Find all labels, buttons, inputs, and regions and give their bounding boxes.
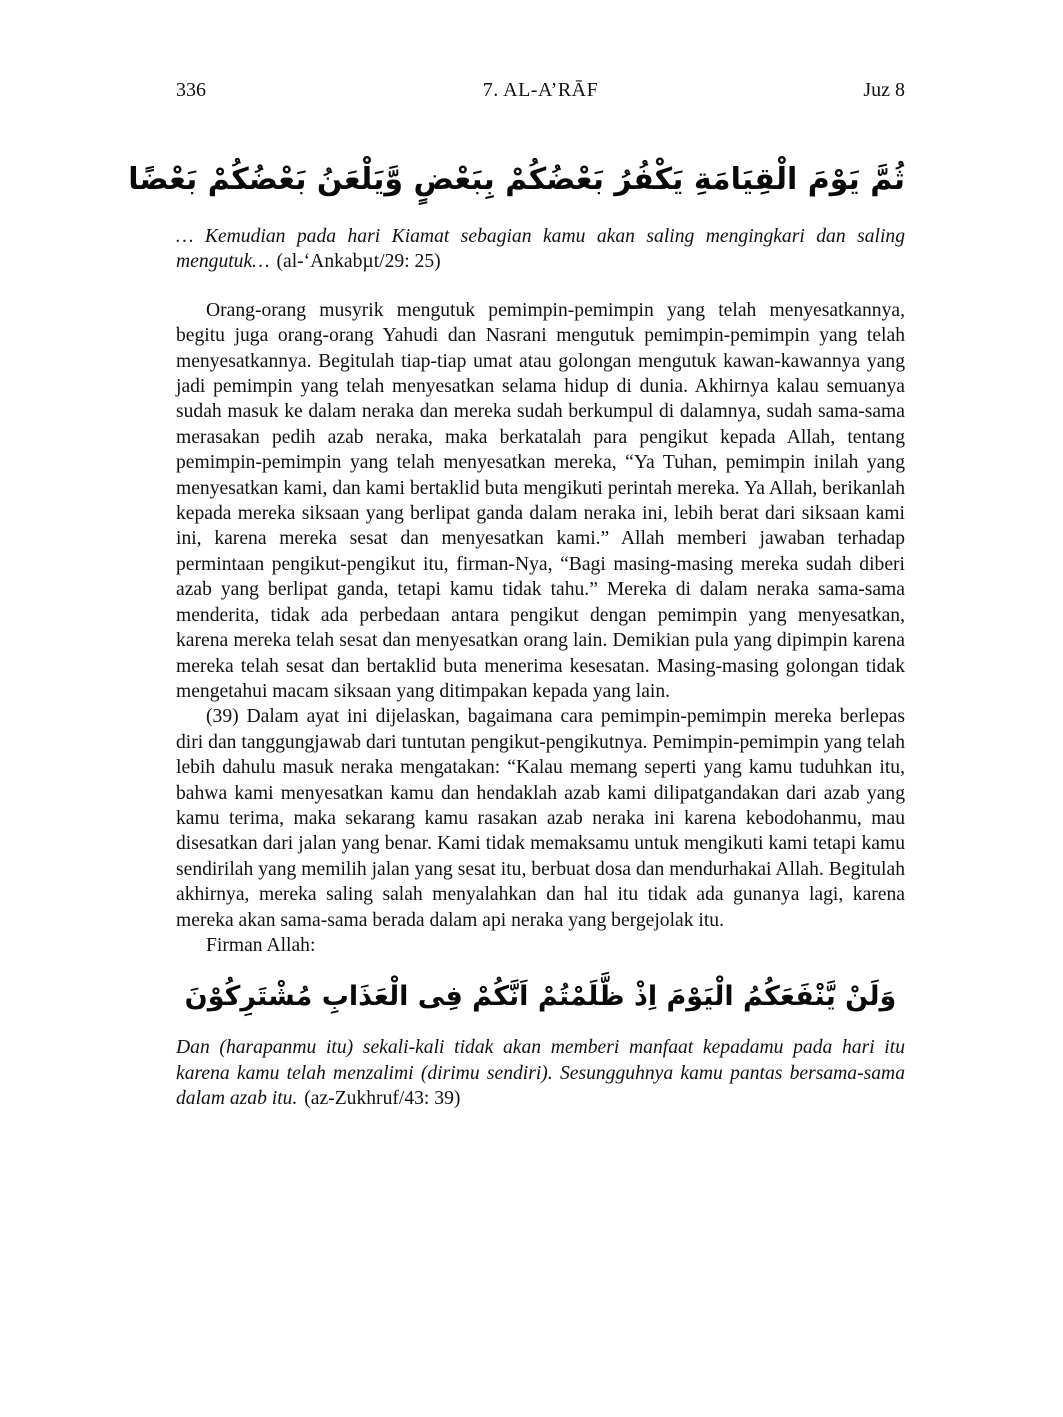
surah-title: 7. AL-A’RĀF <box>482 79 599 101</box>
commentary-paragraph-1: Orang-orang musyrik mengutuk pemimpin-pemimpin yang telah menyesatkannya, begitu juga orang-orang Yahudi dan Nasrani mengutuk pemimpin-pemimpin yang telah menyesatkannya. Begitulah tiap-tiap umat atau golongan mengutuk kawan-kawannya yang jadi pemimpin yang telah menyesatkan selama hidup di dunia. Akhirnya kalau semuanya sudah masuk ke dalam neraka dan mereka sudah berkumpul di dalamnya, sudah sama-sama merasakan pedih azab neraka, maka berkatalah para pengikut kepada Allah, tentang pemimpin-pemimpin yang telah menyesatkan mereka, “Ya Tuhan, pemimpin inilah yang menyesatkan kami, dan kami bertaklid buta mengikuti perintah mereka. Ya Allah, berikanlah kepada mereka siksaan yang berlipat ganda dalam neraka ini, lebih berat dari siksaan kami ini, karena mereka sesat dan menyesatkan kami.” Allah memberi jawaban terhadap permintaan pengikut-pengikut itu, firman-Nya, “Bagi masing-masing mereka sudah diberi azab yang berlipat ganda, tetapi kamu tidak tahu.” Mereka di dalam neraka sama-sama menderita, tidak ada perbedaan antara pengikut dengan pemimpin yang menyesatkan, karena mereka telah sesat dan menyesatkan orang lain. Demikian pula yang dipimpin karena mereka telah sesat dan bertaklid buta menerima kesesatan. Masing-masing golongan tidak mengetahui macam siksaan yang ditimpakan kepada yang lain. <box>176 299 905 702</box>
verse-translation-ankabut <box>176 224 905 275</box>
verse-translation-ankabut-text: … Kemudian pada hari Kiamat sebagian kamu akan saling mengingkari dan saling mengutuk… <box>176 226 905 273</box>
verse-translation-zukhruf <box>176 1035 905 1111</box>
commentary-paragraph-2: (39) Dalam ayat ini dijelaskan, bagaimana cara pemimpin-pemimpin mereka berlepas diri dan tanggungjawab dari tuntutan pengikut-pengikutnya. Pemimpin-pemimpin yang telah lebih dahulu masuk neraka mengatakan: “Kalau memang seperti yang kamu tuduhkan itu, bahwa kami menyesatkan kamu dan hendaklah azab kami dilipatgandakan dari azab yang kamu terima, maka sekarang kamu rasakan azab neraka ini karena kebodohanmu, mau disesatkan dari jalan yang benar. Kami tidak memaksamu untuk mengikuti kami tetapi kamu sendirilah yang memilih jalan yang sesat itu, berbuat dosa dan mendurhakai Allah. Begitulah akhirnya, mereka saling salah menyalahkan dan hal itu tidak ada gunanya lagi, karena mereka akan sama-sama berada dalam api neraka yang bergejolak itu. <box>176 706 905 931</box>
page-header <box>176 78 905 102</box>
arabic-verse-zukhruf-43-39: وَلَنْ يَّنْفَعَكُمُ الْيَوْمَ اِذْ ظَّلَمْتُمْ اَنَّكُمْ فِى الْعَذَابِ مُشْتَرِكُوْنَ <box>184 981 897 1013</box>
firman-allah-label: Firman Allah: <box>206 934 316 956</box>
arabic-verse-ankabut-29-25: ثُمَّ يَوْمَ الْقِيَامَةِ يَكْفُرُ بَعْضُكُمْ بِبَعْضٍ وَّيَلْعَنُ بَعْضُكُمْ بَعْضًا <box>128 162 905 197</box>
juz-label: Juz 8 <box>863 79 905 101</box>
verse-translation-zukhruf-text: Dan (harapanmu itu) sekali-kali tidak akan memberi manfaat kepadamu pada hari itu karena kamu telah menzalimi (dirimu sendiri). Sesungguhnya kamu pantas bersama-sama dalam azab itu. <box>176 1037 905 1110</box>
page-number: 336 <box>176 79 206 101</box>
verse-reference-ankabut: (al-‘Ankabµt/29: 25) <box>276 251 441 273</box>
verse-reference-zukhruf: (az-Zukhruf/43: 39) <box>304 1088 461 1110</box>
